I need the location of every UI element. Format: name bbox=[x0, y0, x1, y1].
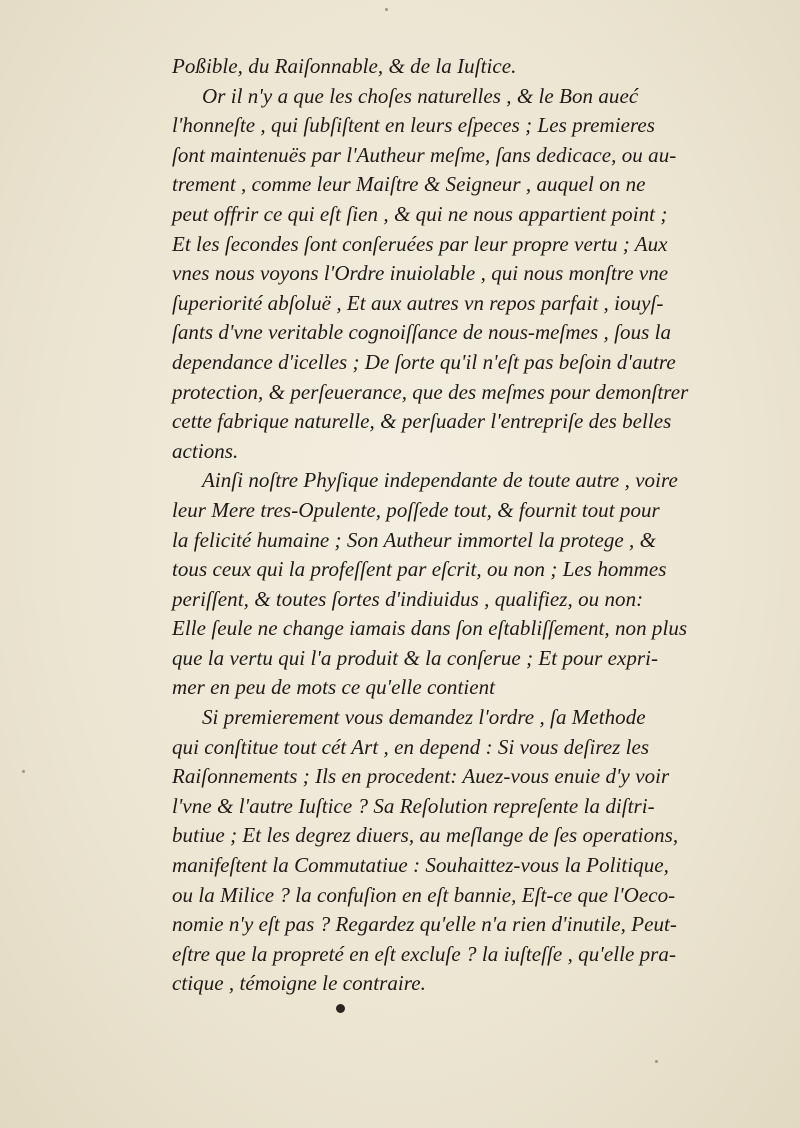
text-line: eſtre que la propreté en eſt excluſe ? la iuſteſſe , qu'elle pra- bbox=[172, 941, 676, 966]
text-line: Elle ſeule ne change iamais dans ſon eſtabliſſement, non plus bbox=[172, 616, 688, 641]
paper-speck bbox=[22, 770, 25, 773]
text-line: la felicité humaine ; Son Autheur immortel la protege , & bbox=[172, 527, 657, 552]
paper-speck bbox=[385, 8, 388, 11]
text-line: peut offrir ce qui eſt ſien , & qui ne nous appartient point ; bbox=[172, 201, 668, 226]
text-line: butiue ; Et les degrez diuers, au meſlange de ſes operations, bbox=[172, 823, 679, 848]
text-line: vnes nous voyons l'Ordre inuiolable , qui nous monſtre vne bbox=[172, 261, 669, 286]
text-line: l'vne & l'autre Iuſtice ? Sa Reſolution repreſente la diſtri- bbox=[172, 793, 655, 818]
text-line: periſſent, & toutes ſortes d'indiuidus , qualifiez, ou non: bbox=[172, 586, 644, 611]
text-line: tous ceux qui la profeſſent par eſcrit, ou non ; Les hommes bbox=[172, 557, 667, 582]
text-line: dependance d'icelles ; De ſorte qu'il n'eſt pas beſoin d'autre bbox=[172, 349, 676, 374]
page-body-text bbox=[172, 52, 720, 999]
text-line: Ainſi noſtre Phyſique independante de toute autre , voire bbox=[202, 468, 678, 493]
text-line: mer en peu de mots ce qu'elle contient bbox=[172, 675, 496, 700]
text-line: ſont maintenuës par l'Autheur meſme, ſans dedicace, ou au- bbox=[172, 142, 677, 167]
text-line: ſuperiorité abſoluë , Et aux autres vn repos parfait , iouyſ- bbox=[172, 290, 664, 315]
text-line: que la vertu qui l'a produit & la conſerue ; Et pour expri- bbox=[172, 645, 659, 670]
text-line: ou la Milice ? la confuſion en eſt bannie, Eſt-ce que l'Oeco- bbox=[172, 882, 676, 907]
page-ornament-dot bbox=[336, 1004, 345, 1013]
text-line: cette fabrique naturelle, & perſuader l'entrepriſe des belles bbox=[172, 409, 672, 434]
text-line: leur Mere tres-Opulente, poſſede tout, & fournit tout pour bbox=[172, 497, 660, 522]
text-line: Poßible, du Raiſonnable, & de la Iuſtice. bbox=[172, 54, 517, 78]
text-line: protection, & perſeuerance, que des meſmes pour demonſtrer bbox=[172, 379, 689, 404]
text-line: nomie n'y eſt pas ? Regardez qu'elle n'a rien d'inutile, Peut- bbox=[172, 912, 677, 937]
text-line: actions. bbox=[172, 438, 239, 463]
text-line: qui conſtitue tout cét Art , en depend : Si vous deſirez les bbox=[172, 734, 650, 759]
text-line: Or il n'y a que les choſes naturelles , & le Bon aueć bbox=[202, 83, 639, 108]
text-line: trement , comme leur Maiſtre & Seigneur , auquel on ne bbox=[172, 172, 646, 197]
paper-speck bbox=[655, 1060, 658, 1063]
text-line: Raiſonnements ; Ils en procedent: Auez-vous enuie d'y voir bbox=[172, 764, 670, 789]
text-line: Si premierement vous demandez l'ordre , ſa Methode bbox=[202, 705, 646, 730]
text-line: Et les ſecondes ſont conſeruées par leur propre vertu ; Aux bbox=[172, 231, 668, 256]
text-line: ſants d'vne veritable cognoiſſance de nous-meſmes , ſous la bbox=[172, 320, 672, 345]
text-line: manifeſtent la Commutatiue : Souhaittez-vous la Politique, bbox=[172, 853, 669, 878]
text-line: l'honneſte , qui ſubſiſtent en leurs eſpeces ; Les premieres bbox=[172, 113, 655, 138]
text-line: ctique , témoigne le contraire. bbox=[172, 971, 426, 996]
